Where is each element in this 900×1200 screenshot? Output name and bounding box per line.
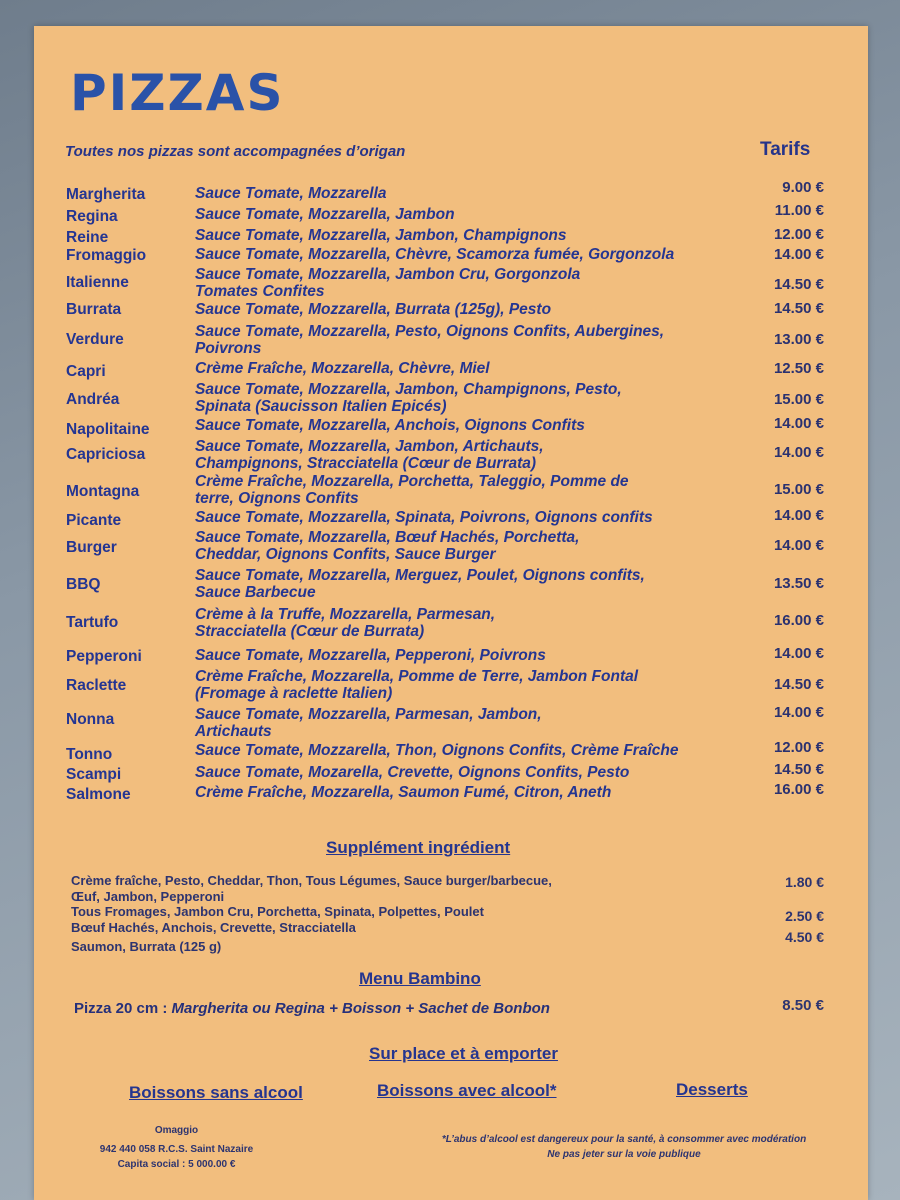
- pizza-price: 14.00 €: [773, 246, 824, 263]
- pizza-ingredients: Sauce Tomate, Mozzarella, Parmesan, Jambon, Artichauts: [195, 706, 542, 740]
- pizza-price: 9.00 €: [782, 179, 824, 196]
- pizza-price: 15.00 €: [773, 391, 824, 408]
- pizza-price: 14.00 €: [773, 415, 824, 432]
- pizza-ingredients: Sauce Tomate, Mozzarella: [195, 185, 387, 202]
- bambino-prefix: Pizza 20 cm :: [74, 1000, 172, 1017]
- pizza-price: 14.50 €: [773, 761, 824, 778]
- pizza-price: 16.00 €: [773, 612, 824, 629]
- pizza-price: 14.00 €: [773, 537, 824, 554]
- pizza-ingredients: Crème Fraîche, Mozzarella, Saumon Fumé, Citron, Aneth: [195, 784, 612, 801]
- pizza-ingredients: Crème à la Truffe, Mozzarella, Parmesan, Stracciatella (Cœur de Burrata): [195, 606, 496, 640]
- pizza-ingredients: Crème Fraîche, Mozzarella, Chèvre, Miel: [195, 360, 490, 377]
- pizza-price: 12.00 €: [773, 739, 824, 756]
- legal-notice: [404, 1132, 844, 1162]
- supplement-price: 2.50 €: [785, 908, 824, 924]
- litter-warning: Ne pas jeter sur la voie publique: [547, 1149, 701, 1160]
- pizza-ingredients: Sauce Tomate, Mozarella, Crevette, Oignons Confits, Pesto: [195, 764, 630, 781]
- pizza-name: Andréa: [66, 391, 120, 408]
- pizza-name: Capriciosa: [66, 446, 146, 463]
- pizza-price: 14.00 €: [773, 507, 824, 524]
- company-rcs: 942 440 058 R.C.S. Saint Nazaire: [99, 1144, 254, 1155]
- pizza-name: Verdure: [66, 331, 124, 348]
- pizza-name: BBQ: [66, 576, 101, 593]
- pizza-name: Burger: [66, 539, 117, 556]
- supplement-title: Supplément ingrédient: [326, 838, 511, 857]
- pizza-name: Italienne: [66, 274, 129, 291]
- pizza-ingredients: Sauce Tomate, Mozzarella, Jambon: [195, 206, 455, 223]
- pizza-price: 15.00 €: [773, 481, 824, 498]
- alcohol-warning: *L’abus d’alcool est dangereux pour la santé, à consommer avec modération: [441, 1134, 807, 1145]
- pizza-price: 12.00 €: [773, 226, 824, 243]
- pizza-ingredients: Crème Fraîche, Mozzarella, Pomme de Terre, Jambon Fontal (Fromage à raclette Italien): [195, 668, 639, 702]
- pizza-ingredients: Sauce Tomate, Mozzarella, Jambon Cru, Gorgonzola Tomates Confites: [195, 266, 581, 300]
- pizza-name: Tartufo: [66, 614, 119, 631]
- pizza-ingredients: Crème Fraîche, Mozzarella, Porchetta, Taleggio, Pomme de terre, Oignons Confits: [195, 473, 629, 507]
- pizza-price: 14.00 €: [773, 704, 824, 721]
- pizza-name: Regina: [66, 208, 118, 225]
- supplement-line: Œuf, Jambon, Pepperoni: [71, 889, 225, 904]
- pizza-ingredients: Sauce Tomate, Mozzarella, Spinata, Poivrons, Oignons confits: [195, 509, 653, 526]
- pizza-price: 16.00 €: [773, 781, 824, 798]
- bambino-price: 8.50 €: [782, 997, 824, 1014]
- pizza-name: Fromaggio: [66, 247, 147, 264]
- pizza-ingredients: Sauce Tomate, Mozzarella, Chèvre, Scamorza fumée, Gorgonzola: [195, 246, 675, 263]
- pizza-ingredients: Sauce Tomate, Mozzarella, Jambon, Artichauts, Champignons, Stracciatella (Cœur de Burrata): [195, 438, 544, 472]
- pizza-ingredients: Sauce Tomate, Mozzarella, Pepperoni, Poivrons: [195, 647, 546, 664]
- link-desserts[interactable]: Desserts: [676, 1080, 748, 1099]
- supplement-price: 1.80 €: [785, 874, 824, 890]
- pizza-price: 14.00 €: [773, 444, 824, 461]
- company-capital: Capita social : 5 000.00 €: [117, 1159, 236, 1170]
- bambino-options: Margherita ou Regina + Boisson + Sachet de Bonbon: [171, 1000, 550, 1017]
- link-boissons-sans-alcool[interactable]: Boissons sans alcool: [129, 1083, 303, 1102]
- link-boissons-avec-alcool[interactable]: Boissons avec alcool*: [377, 1081, 557, 1100]
- pizza-name: Nonna: [66, 711, 115, 728]
- pizza-name: Picante: [66, 512, 122, 529]
- pizza-price: 13.50 €: [773, 575, 824, 592]
- pizza-name: Montagna: [66, 483, 140, 500]
- pizza-name: Tonno: [66, 746, 113, 763]
- pizza-name: Capri: [66, 363, 106, 380]
- pizza-name: Raclette: [66, 677, 127, 694]
- pizza-ingredients: Sauce Tomate, Mozzarella, Burrata (125g), Pesto: [195, 301, 552, 318]
- tarifs-header: Tarifs: [760, 139, 811, 160]
- pizza-name: Reine: [66, 229, 109, 246]
- supplement-line: Bœuf Hachés, Anchois, Crevette, Stracciatella: [71, 920, 356, 935]
- supplement-price: 4.50 €: [785, 929, 824, 945]
- pizza-price: 14.00 €: [773, 645, 824, 662]
- pizza-price: 14.50 €: [773, 300, 824, 317]
- supplement-line: Tous Fromages, Jambon Cru, Porchetta, Spinata, Polpettes, Poulet: [71, 904, 484, 919]
- pizza-name: Pepperoni: [66, 648, 142, 665]
- pizza-name: Salmone: [66, 786, 131, 803]
- menu-sheet: [34, 26, 868, 1200]
- supplement-line: Crème fraîche, Pesto, Cheddar, Thon, Tous Légumes, Sauce burger/barbecue,: [71, 873, 552, 888]
- pizza-ingredients: Sauce Tomate, Mozzarella, Thon, Oignons Confits, Crème Fraîche: [195, 742, 679, 759]
- surplace-title: Sur place et à emporter: [369, 1044, 558, 1063]
- company-info: [74, 1123, 279, 1172]
- pizza-ingredients: Sauce Tomate, Mozzarella, Anchois, Oignons Confits: [195, 417, 585, 434]
- pizza-ingredients: Sauce Tomate, Mozzarella, Bœuf Hachés, Porchetta, Cheddar, Oignons Confits, Sauce Burger: [195, 529, 580, 563]
- pizza-price: 12.50 €: [773, 360, 824, 377]
- pizza-name: Scampi: [66, 766, 122, 783]
- bambino-title: Menu Bambino: [359, 969, 481, 988]
- pizza-price: 13.00 €: [773, 331, 824, 348]
- pizza-ingredients: Sauce Tomate, Mozzarella, Pesto, Oignons Confits, Aubergines, Poivrons: [195, 323, 665, 357]
- supplement-line: Saumon, Burrata (125 g): [71, 939, 222, 954]
- pizza-ingredients: Sauce Tomate, Mozzarella, Jambon, Champignons: [195, 227, 567, 244]
- pizza-name: Burrata: [66, 301, 122, 318]
- pizza-ingredients: Sauce Tomate, Mozzarella, Jambon, Champignons, Pesto, Spinata (Saucisson Italien Epicés): [195, 381, 622, 415]
- bambino-description: [74, 1000, 550, 1017]
- pizza-price: 14.50 €: [773, 676, 824, 693]
- page-title: PIZZAS: [70, 64, 285, 122]
- pizza-name: Margherita: [66, 186, 146, 203]
- pizza-ingredients: Sauce Tomate, Mozzarella, Merguez, Poulet, Oignons confits, Sauce Barbecue: [195, 567, 645, 601]
- company-name: Omaggio: [154, 1125, 199, 1136]
- menu-subtitle: Toutes nos pizzas sont accompagnées d’origan: [65, 143, 406, 160]
- pizza-price: 14.50 €: [773, 276, 824, 293]
- pizza-name: Napolitaine: [66, 421, 150, 438]
- pizza-price: 11.00 €: [774, 202, 824, 219]
